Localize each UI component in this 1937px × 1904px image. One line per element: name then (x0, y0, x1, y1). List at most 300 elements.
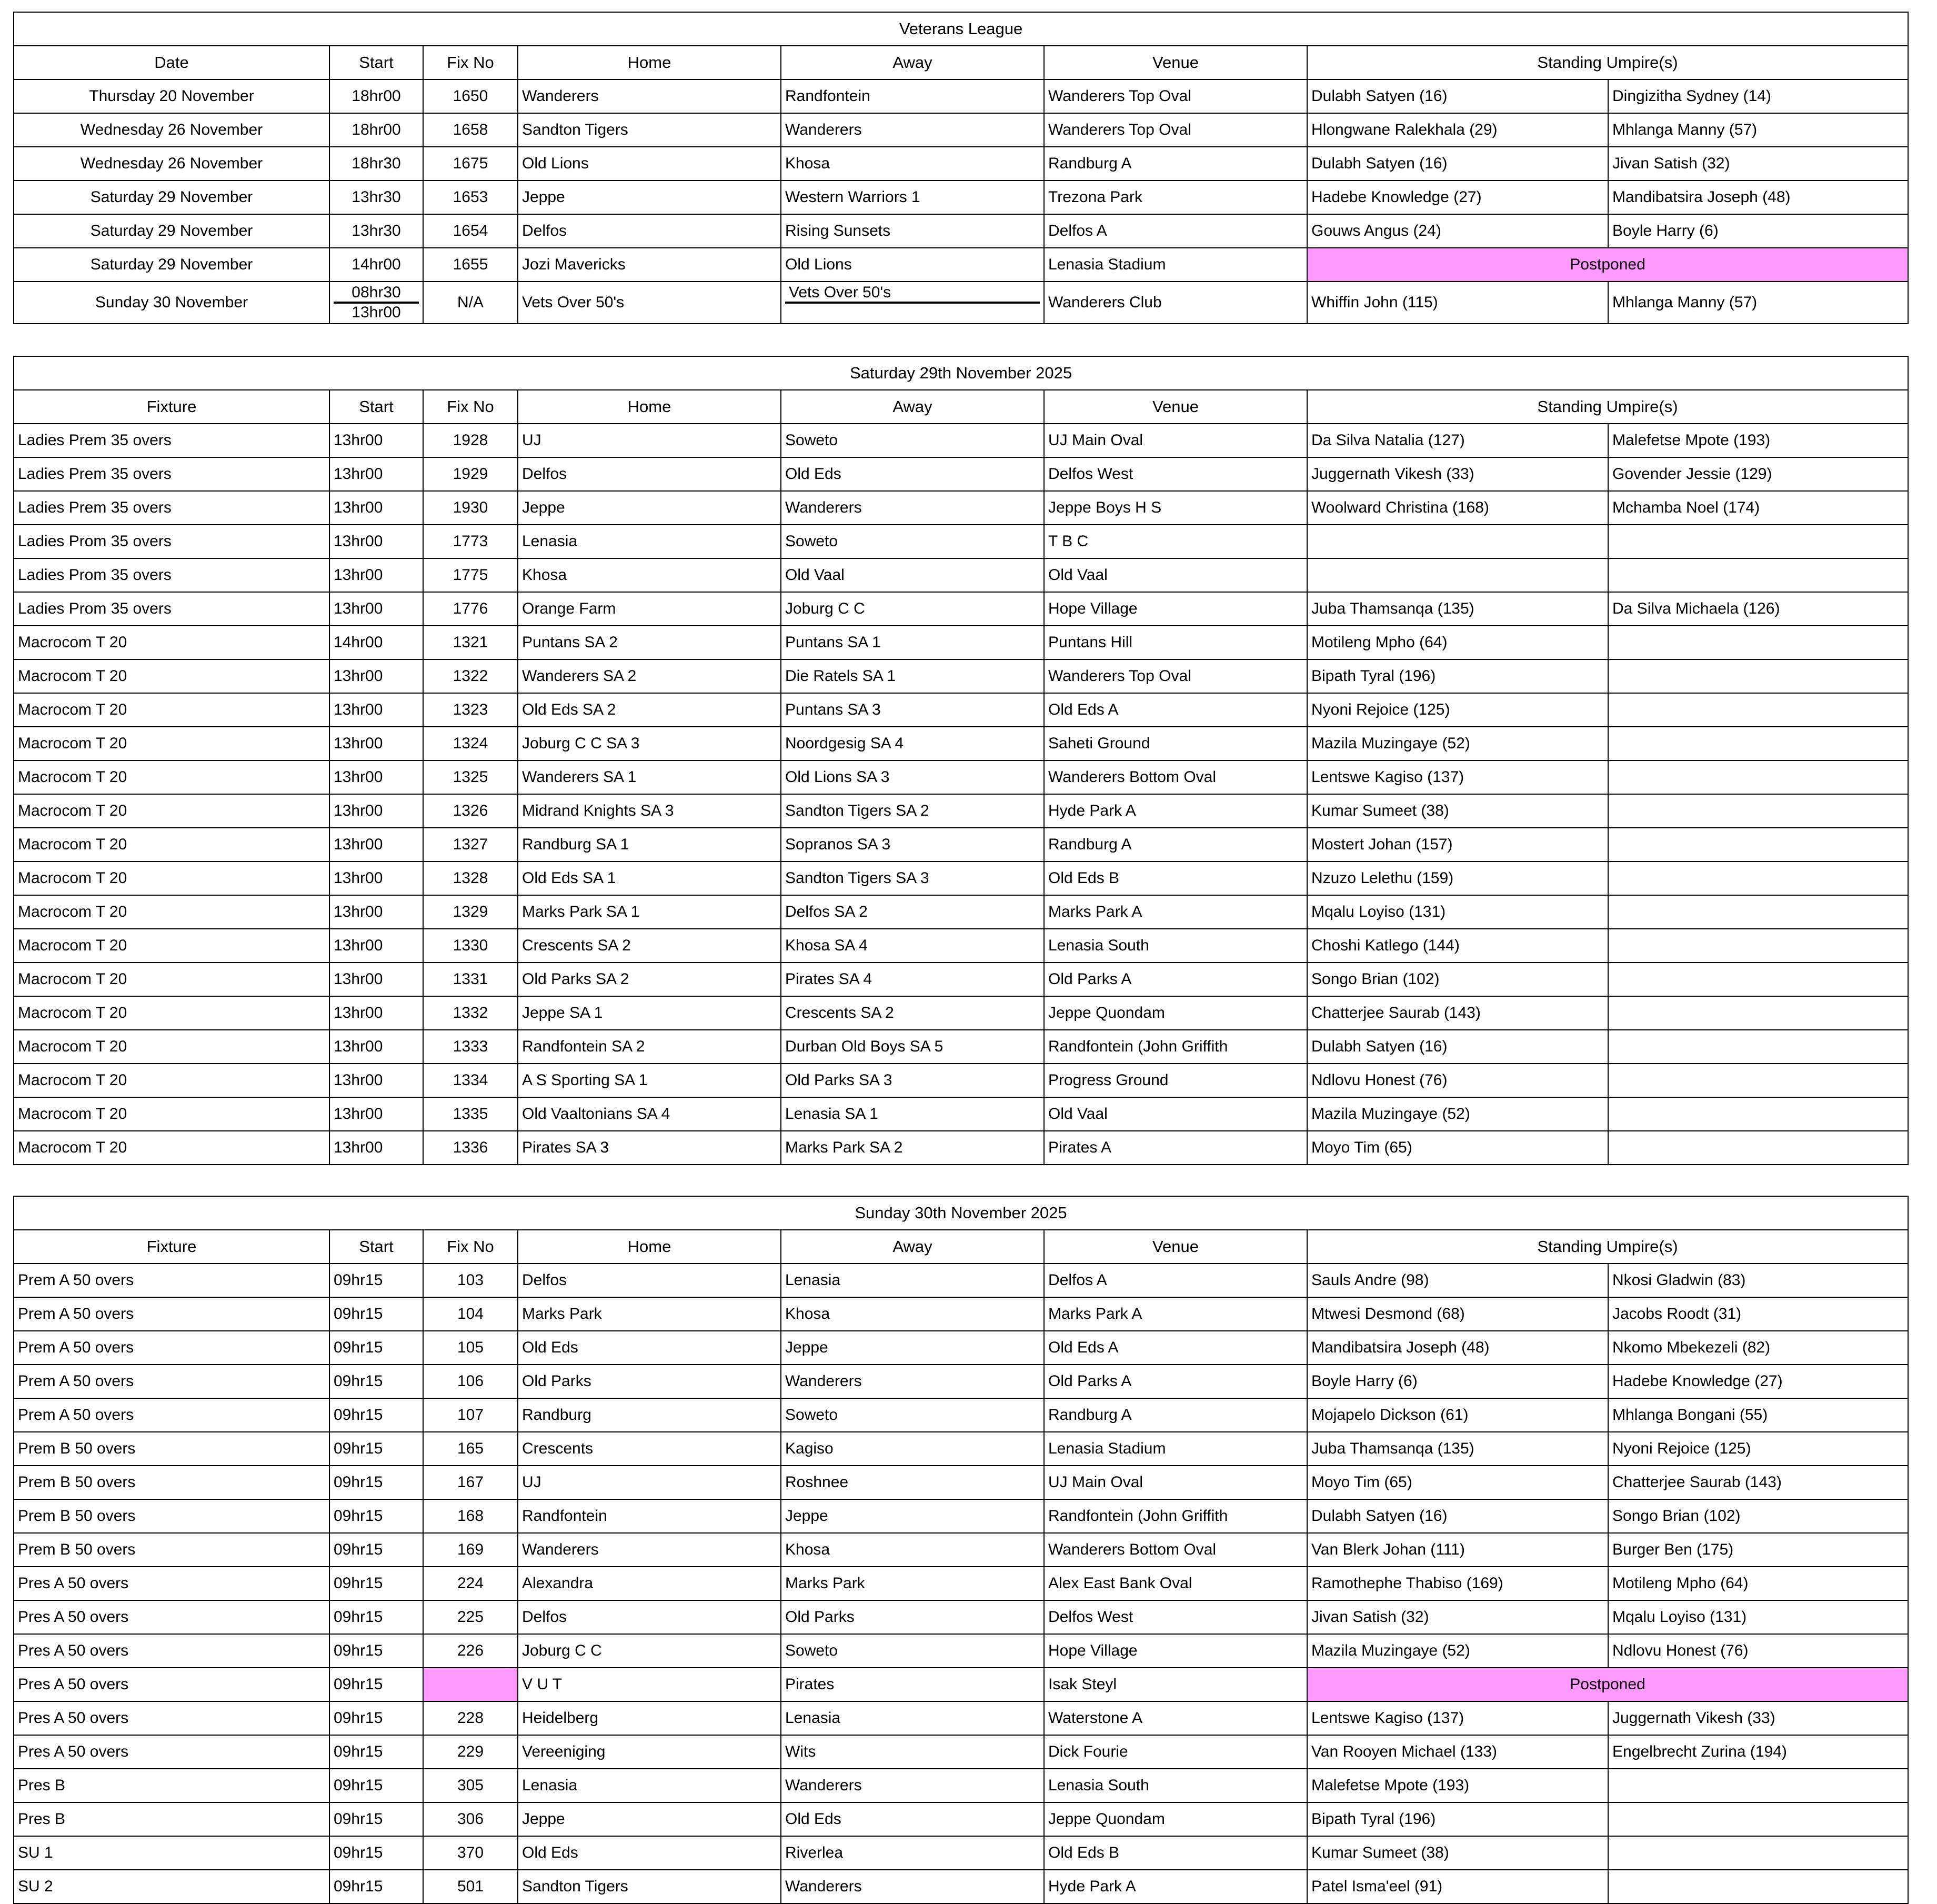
cell-away-team: Sandton Tigers SA 2 (781, 794, 1044, 828)
cell-home-team: Heidelberg (518, 1701, 781, 1735)
cell-umpire-2: Nyoni Rejoice (125) (1608, 1432, 1908, 1466)
cell-umpire-2: Ndlovu Honest (76) (1608, 1634, 1908, 1668)
cell-start: 09hr15 (329, 1466, 423, 1499)
column-header-fixture: Fixture (14, 1230, 329, 1264)
cell-date: Saturday 29 November (14, 248, 329, 282)
cell-umpire-1 (1307, 525, 1608, 558)
cell-home-team: Old Vaaltonians SA 4 (518, 1097, 781, 1131)
cell-umpire-2: Burger Ben (175) (1608, 1533, 1908, 1567)
fixture-row (14, 1533, 1908, 1567)
cell-venue: Alex East Bank Oval (1044, 1567, 1307, 1600)
fixture-row (14, 963, 1908, 996)
cell-start: 09hr15 (329, 1398, 423, 1432)
cell-umpire-2: Nkosi Gladwin (83) (1608, 1264, 1908, 1297)
cell-fix-no: 229 (423, 1735, 518, 1769)
cell-venue: Randburg A (1044, 147, 1307, 181)
cell-venue: UJ Main Oval (1044, 1466, 1307, 1499)
cell-date: Wednesday 26 November (14, 147, 329, 181)
cell-home-team: Crescents SA 2 (518, 929, 781, 963)
column-header-home: Home (518, 390, 781, 424)
cell-venue: Randburg A (1044, 828, 1307, 861)
cell-fix-no: 1654 (423, 214, 518, 248)
cell-start: 13hr00 (329, 558, 423, 592)
cell-venue: Pirates A (1044, 1131, 1307, 1165)
table-title: Sunday 30th November 2025 (14, 1196, 1908, 1230)
cell-umpire-2 (1608, 794, 1908, 828)
cell-fixture: Pres B (14, 1769, 329, 1802)
cell-fixture: Prem A 50 overs (14, 1297, 329, 1331)
cell-away-team: Western Warriors 1 (781, 181, 1044, 214)
cell-fixture: Macrocom T 20 (14, 1064, 329, 1097)
cell-home-team: Midrand Knights SA 3 (518, 794, 781, 828)
table-title-row (14, 1196, 1908, 1230)
cell-home-team: A S Sporting SA 1 (518, 1064, 781, 1097)
column-header-venue: Venue (1044, 46, 1307, 79)
cell-venue: Saheti Ground (1044, 727, 1307, 760)
cell-home-team: UJ (518, 1466, 781, 1499)
cell-venue: Hyde Park A (1044, 1870, 1307, 1903)
cell-umpire-1: Moyo Tim (65) (1307, 1466, 1608, 1499)
cell-umpire-2 (1608, 693, 1908, 727)
column-header-away: Away (781, 390, 1044, 424)
cell-venue: Hope Village (1044, 592, 1307, 626)
cell-away-team: Soweto (781, 525, 1044, 558)
cell-umpire-1: Mazila Muzingaye (52) (1307, 727, 1608, 760)
fixture-row (14, 1398, 1908, 1432)
cell-fixture: Macrocom T 20 (14, 895, 329, 929)
cell-umpire-1: Da Silva Natalia (127) (1307, 424, 1608, 457)
cell-umpire-1: Lentswe Kagiso (137) (1307, 1701, 1608, 1735)
cell-start: 13hr00 (329, 794, 423, 828)
cell-start: 13hr00 (329, 525, 423, 558)
cell-home-team: Randfontein SA 2 (518, 1030, 781, 1064)
cell-start: 09hr15 (329, 1533, 423, 1567)
cell-fixture: Macrocom T 20 (14, 828, 329, 861)
cell-away-team: Soweto (781, 424, 1044, 457)
cell-umpire-2: Nkomo Mbekezeli (82) (1608, 1331, 1908, 1365)
column-header-fixture: Fixture (14, 390, 329, 424)
cell-home-team: Orange Farm (518, 592, 781, 626)
cell-umpire-1: Sauls Andre (98) (1307, 1264, 1608, 1297)
cell-umpire-1: Motileng Mpho (64) (1307, 626, 1608, 659)
fixture-row (14, 1064, 1908, 1097)
cell-venue: Delfos West (1044, 457, 1307, 491)
cell-umpire-2 (1608, 963, 1908, 996)
cell-fix-no: 1323 (423, 693, 518, 727)
cell-venue: Old Parks A (1044, 963, 1307, 996)
cell-start: 13hr00 (329, 760, 423, 794)
cell-umpire-2 (1608, 929, 1908, 963)
cell-fixture: Macrocom T 20 (14, 760, 329, 794)
cell-away-team: Soweto (781, 1398, 1044, 1432)
cell-start: 13hr30 (329, 181, 423, 214)
cell-start: 13hr00 (329, 1064, 423, 1097)
cell-umpire-1: Hlongwane Ralekhala (29) (1307, 113, 1608, 147)
cell-fixture: Macrocom T 20 (14, 1131, 329, 1165)
cell-away-team: Puntans SA 3 (781, 693, 1044, 727)
cell-away-team: Randfontein (781, 79, 1044, 113)
cell-fixture: Macrocom T 20 (14, 693, 329, 727)
cell-fix-no: 1324 (423, 727, 518, 760)
cell-umpire-2 (1608, 1097, 1908, 1131)
cell-start: 13hr00 (329, 828, 423, 861)
fixture-row (14, 1264, 1908, 1297)
fixture-row (14, 491, 1908, 525)
fixture-row (14, 996, 1908, 1030)
table-title-row (14, 12, 1908, 46)
cell-home-team: Marks Park SA 1 (518, 895, 781, 929)
cell-home-team: UJ (518, 424, 781, 457)
cell-home-team: Jeppe (518, 1802, 781, 1836)
cell-date: Thursday 20 November (14, 79, 329, 113)
column-header-start: Start (329, 46, 423, 79)
cell-home-team: Old Eds SA 1 (518, 861, 781, 895)
cell-fixture: Ladies Prem 35 overs (14, 457, 329, 491)
cell-venue: Old Parks A (1044, 1365, 1307, 1398)
cell-umpire-1: Whiffin John (115) (1307, 282, 1608, 324)
cell-fixture: Prem B 50 overs (14, 1533, 329, 1567)
cell-start: 09hr15 (329, 1836, 423, 1870)
cell-home-team: Jeppe SA 1 (518, 996, 781, 1030)
column-header-venue: Venue (1044, 1230, 1307, 1264)
cell-fix-no: 1775 (423, 558, 518, 592)
cell-fixture: Prem A 50 overs (14, 1398, 329, 1432)
cell-umpire-1: Mazila Muzingaye (52) (1307, 1097, 1608, 1131)
cell-umpire-1: Bipath Tyral (196) (1307, 659, 1608, 693)
cell-umpire-1: Kumar Sumeet (38) (1307, 1836, 1608, 1870)
cell-umpire-1: Mtwesi Desmond (68) (1307, 1297, 1608, 1331)
cell-start: 09hr15 (329, 1297, 423, 1331)
fixture-row (14, 861, 1908, 895)
cell-home-team: Old Lions (518, 147, 781, 181)
cell-venue: Isak Steyl (1044, 1668, 1307, 1701)
cell-umpire-1 (1307, 558, 1608, 592)
cell-date: Saturday 29 November (14, 181, 329, 214)
cell-home-team: Joburg C C (518, 1634, 781, 1668)
cell-umpire-1: Nyoni Rejoice (125) (1307, 693, 1608, 727)
cell-venue: Dick Fourie (1044, 1735, 1307, 1769)
cell-away-team: Lenasia SA 1 (781, 1097, 1044, 1131)
cell-venue: Jeppe Boys H S (1044, 491, 1307, 525)
cell-fix-no: 1655 (423, 248, 518, 282)
cell-umpire-1: Dulabh Satyen (16) (1307, 1030, 1608, 1064)
cell-umpire-2: Govender Jessie (129) (1608, 457, 1908, 491)
cell-umpire-2 (1608, 1064, 1908, 1097)
fixture-row (14, 1331, 1908, 1365)
cell-fix-no: 1322 (423, 659, 518, 693)
cell-away-team: Jeppe (781, 1499, 1044, 1533)
cell-start: 09hr15 (329, 1668, 423, 1701)
cell-fix-no: 1332 (423, 996, 518, 1030)
cell-home-team: Jeppe (518, 181, 781, 214)
table-header-row (14, 46, 1908, 79)
cell-home-team: Vets Over 50's (518, 282, 781, 324)
cell-start: 13hr00 (329, 1131, 423, 1165)
cell-umpire-1: Juba Thamsanqa (135) (1307, 1432, 1608, 1466)
cell-umpire-2 (1608, 828, 1908, 861)
cell-umpire-1: Boyle Harry (6) (1307, 1365, 1608, 1398)
cell-fixture: Prem B 50 overs (14, 1466, 329, 1499)
cell-fix-no: 1930 (423, 491, 518, 525)
cell-date: Saturday 29 November (14, 214, 329, 248)
cell-umpire-2: Motileng Mpho (64) (1608, 1567, 1908, 1600)
cell-away-team: Joburg C C (781, 592, 1044, 626)
cell-fix-no: 1330 (423, 929, 518, 963)
cell-home-team: Old Eds (518, 1331, 781, 1365)
cell-home-team: Puntans SA 2 (518, 626, 781, 659)
cell-fix-no: 103 (423, 1264, 518, 1297)
cell-fixture: Prem A 50 overs (14, 1365, 329, 1398)
start-time-first: 08hr30 (334, 284, 419, 304)
cell-fixture: Pres A 50 overs (14, 1668, 329, 1701)
cell-away-team: Old Lions SA 3 (781, 760, 1044, 794)
cell-umpire-2 (1608, 727, 1908, 760)
cell-fixture: Ladies Prom 35 overs (14, 558, 329, 592)
cell-venue: T B C (1044, 525, 1307, 558)
cell-umpire-1: Lentswe Kagiso (137) (1307, 760, 1608, 794)
cell-fix-no: 1336 (423, 1131, 518, 1165)
cell-venue: Lenasia South (1044, 1769, 1307, 1802)
cell-home-team: Joburg C C SA 3 (518, 727, 781, 760)
cell-umpire-2: Malefetse Mpote (193) (1608, 424, 1908, 457)
cell-home-team: Randburg (518, 1398, 781, 1432)
cell-umpire-1: Gouws Angus (24) (1307, 214, 1608, 248)
cell-fix-no: 1326 (423, 794, 518, 828)
cell-umpire-2: Hadebe Knowledge (27) (1608, 1365, 1908, 1398)
cell-fix-no: 1928 (423, 424, 518, 457)
cell-fixture: Macrocom T 20 (14, 929, 329, 963)
fixture-row (14, 693, 1908, 727)
fixture-row (14, 1836, 1908, 1870)
cell-venue: Wanderers Club (1044, 282, 1307, 324)
column-header-home: Home (518, 46, 781, 79)
fixture-row (14, 895, 1908, 929)
cell-umpire-2: Mhlanga Manny (57) (1608, 113, 1908, 147)
cell-venue: Old Eds A (1044, 1331, 1307, 1365)
cell-away-team: Marks Park (781, 1567, 1044, 1600)
fixture-row (14, 1466, 1908, 1499)
cell-fixture: Ladies Prem 35 overs (14, 424, 329, 457)
cell-start: 13hr00 (329, 727, 423, 760)
cell-fix-no: 1331 (423, 963, 518, 996)
fixture-row (14, 828, 1908, 861)
fixture-row (14, 1735, 1908, 1769)
cell-venue: Marks Park A (1044, 895, 1307, 929)
cell-umpire-2 (1608, 1131, 1908, 1165)
cell-venue: Waterstone A (1044, 1701, 1307, 1735)
fixture-row (14, 592, 1908, 626)
cell-venue: Lenasia South (1044, 929, 1307, 963)
cell-umpire-2: Jacobs Roodt (31) (1608, 1297, 1908, 1331)
cell-start: 13hr00 (329, 929, 423, 963)
cell-umpire-1: Juggernath Vikesh (33) (1307, 457, 1608, 491)
cell-away-team: Wanderers (781, 491, 1044, 525)
cell-fix-no: 1333 (423, 1030, 518, 1064)
cell-venue: Wanderers Bottom Oval (1044, 760, 1307, 794)
saturday-fixtures-table (13, 356, 1909, 1165)
cell-start: 09hr15 (329, 1432, 423, 1466)
cell-fix-no: 1321 (423, 626, 518, 659)
fixture-row (14, 659, 1908, 693)
cell-home-team: Wanderers SA 2 (518, 659, 781, 693)
cell-start: 09hr15 (329, 1264, 423, 1297)
cell-start: 13hr00 (329, 996, 423, 1030)
column-header-date: Date (14, 46, 329, 79)
cell-fixture: Prem A 50 overs (14, 1331, 329, 1365)
column-header-home: Home (518, 1230, 781, 1264)
cell-away-team: Pirates SA 4 (781, 963, 1044, 996)
cell-start: 13hr00 (329, 861, 423, 895)
cell-home-team: Old Parks SA 2 (518, 963, 781, 996)
cell-umpire-1: Juba Thamsanqa (135) (1307, 592, 1608, 626)
fixture-row (14, 147, 1908, 181)
cell-home-team: Jozi Mavericks (518, 248, 781, 282)
cell-umpire-2 (1608, 525, 1908, 558)
cell-fix-no: 501 (423, 1870, 518, 1903)
table-title-row (14, 356, 1908, 390)
cell-home-team: Delfos (518, 214, 781, 248)
column-header-start: Start (329, 1230, 423, 1264)
fixture-row (14, 214, 1908, 248)
cell-away-team: Old Parks SA 3 (781, 1064, 1044, 1097)
cell-umpire-2 (1608, 1030, 1908, 1064)
cell-home-team: Old Eds SA 2 (518, 693, 781, 727)
cell-venue: Jeppe Quondam (1044, 996, 1307, 1030)
fixture-row (14, 1365, 1908, 1398)
cell-away-team: Lenasia (781, 1264, 1044, 1297)
cell-venue: Old Vaal (1044, 1097, 1307, 1131)
cell-venue: Hope Village (1044, 1634, 1307, 1668)
cell-home-team: Randburg SA 1 (518, 828, 781, 861)
cell-start: 13hr00 (329, 592, 423, 626)
cell-venue: Old Vaal (1044, 558, 1307, 592)
cell-start: 09hr15 (329, 1701, 423, 1735)
cell-fixture: Ladies Prom 35 overs (14, 592, 329, 626)
column-header-fix-no: Fix No (423, 46, 518, 79)
cell-date: Sunday 30 November (14, 282, 329, 324)
fixture-row (14, 760, 1908, 794)
cell-away-team: Lenasia (781, 1701, 1044, 1735)
cell-away-team: Wits (781, 1735, 1044, 1769)
cell-away-team: Khosa (781, 1533, 1044, 1567)
cell-away-team: Noordgesig SA 4 (781, 727, 1044, 760)
cell-start: 18hr00 (329, 79, 423, 113)
fixture-row (14, 282, 1908, 324)
cell-home-team: V U T (518, 1668, 781, 1701)
table-header-row (14, 1230, 1908, 1264)
cell-away-team: Pirates (781, 1668, 1044, 1701)
cell-home-team: Lenasia (518, 1769, 781, 1802)
cell-umpire-1: Hadebe Knowledge (27) (1307, 181, 1608, 214)
cell-start: 09hr15 (329, 1567, 423, 1600)
cell-fixture: Macrocom T 20 (14, 727, 329, 760)
cell-umpire-2 (1608, 861, 1908, 895)
cell-fix-no: 305 (423, 1769, 518, 1802)
cell-away-team: Khosa (781, 147, 1044, 181)
cell-fixture: Macrocom T 20 (14, 659, 329, 693)
cell-start: 09hr15 (329, 1365, 423, 1398)
cell-fixture: Pres A 50 overs (14, 1735, 329, 1769)
cell-umpire-2: Engelbrecht Zurina (194) (1608, 1735, 1908, 1769)
cell-fixture: Macrocom T 20 (14, 861, 329, 895)
cell-fix-no: 306 (423, 1802, 518, 1836)
cell-fixture: SU 2 (14, 1870, 329, 1903)
cell-umpire-1: Songo Brian (102) (1307, 963, 1608, 996)
cell-away-team: Khosa (781, 1297, 1044, 1331)
cell-venue: Randburg A (1044, 1398, 1307, 1432)
cell-away-team: Jeppe (781, 1331, 1044, 1365)
cell-start: 09hr15 (329, 1802, 423, 1836)
cell-away-team: Wanderers (781, 113, 1044, 147)
cell-start: 09hr15 (329, 1735, 423, 1769)
cell-umpire-2 (1608, 626, 1908, 659)
cell-fixture: Prem B 50 overs (14, 1499, 329, 1533)
cell-umpire-1: Chatterjee Saurab (143) (1307, 996, 1608, 1030)
cell-start: 13hr00 (329, 457, 423, 491)
cell-start: 18hr00 (329, 113, 423, 147)
cell-fixture: Ladies Prom 35 overs (14, 525, 329, 558)
cell-away-team: Old Eds (781, 1802, 1044, 1836)
cell-venue: Marks Park A (1044, 1297, 1307, 1331)
cell-start: 09hr15 (329, 1769, 423, 1802)
table-header-row (14, 390, 1908, 424)
table-spacer (0, 324, 1937, 356)
cell-venue: Jeppe Quondam (1044, 1802, 1307, 1836)
cell-home-team: Old Eds (518, 1836, 781, 1870)
away-team-second (785, 304, 1040, 322)
veterans-league-table (13, 12, 1909, 324)
cell-home-team: Delfos (518, 1264, 781, 1297)
cell-home-team: Khosa (518, 558, 781, 592)
cell-fix-no: 226 (423, 1634, 518, 1668)
cell-umpire-2: Juggernath Vikesh (33) (1608, 1701, 1908, 1735)
cell-postponed-status: Postponed (1307, 248, 1908, 282)
cell-start: 13hr00 (329, 491, 423, 525)
cell-fixture: Macrocom T 20 (14, 1030, 329, 1064)
cell-away-split (781, 282, 1044, 324)
cell-fixture: Pres A 50 overs (14, 1701, 329, 1735)
cell-away-team: Riverlea (781, 1836, 1044, 1870)
cell-away-team: Delfos SA 2 (781, 895, 1044, 929)
fixture-row (14, 1499, 1908, 1533)
cell-fix-no: 1334 (423, 1064, 518, 1097)
cell-fix-no: 1653 (423, 181, 518, 214)
fixture-row (14, 457, 1908, 491)
cell-umpire-1: Dulabh Satyen (16) (1307, 1499, 1608, 1533)
cell-home-team: Pirates SA 3 (518, 1131, 781, 1165)
cell-postponed-status: Postponed (1307, 1668, 1908, 1701)
fixture-row (14, 248, 1908, 282)
fixture-row (14, 525, 1908, 558)
fixture-row (14, 727, 1908, 760)
cell-away-team: Puntans SA 1 (781, 626, 1044, 659)
fixture-row (14, 558, 1908, 592)
cell-venue: Progress Ground (1044, 1064, 1307, 1097)
cell-start: 09hr15 (329, 1499, 423, 1533)
column-header-fix-no: Fix No (423, 390, 518, 424)
sunday-fixtures-table (13, 1196, 1909, 1904)
cell-venue: Randfontein (John Griffith (1044, 1499, 1307, 1533)
cell-venue: Wanderers Top Oval (1044, 113, 1307, 147)
cell-venue: Puntans Hill (1044, 626, 1307, 659)
cell-start: 13hr00 (329, 895, 423, 929)
cell-umpire-1: Van Rooyen Michael (133) (1307, 1735, 1608, 1769)
fixture-row (14, 1432, 1908, 1466)
cell-umpire-2: Chatterjee Saurab (143) (1608, 1466, 1908, 1499)
cell-home-team: Alexandra (518, 1567, 781, 1600)
table-title: Saturday 29th November 2025 (14, 356, 1908, 390)
fixture-row (14, 1668, 1908, 1701)
